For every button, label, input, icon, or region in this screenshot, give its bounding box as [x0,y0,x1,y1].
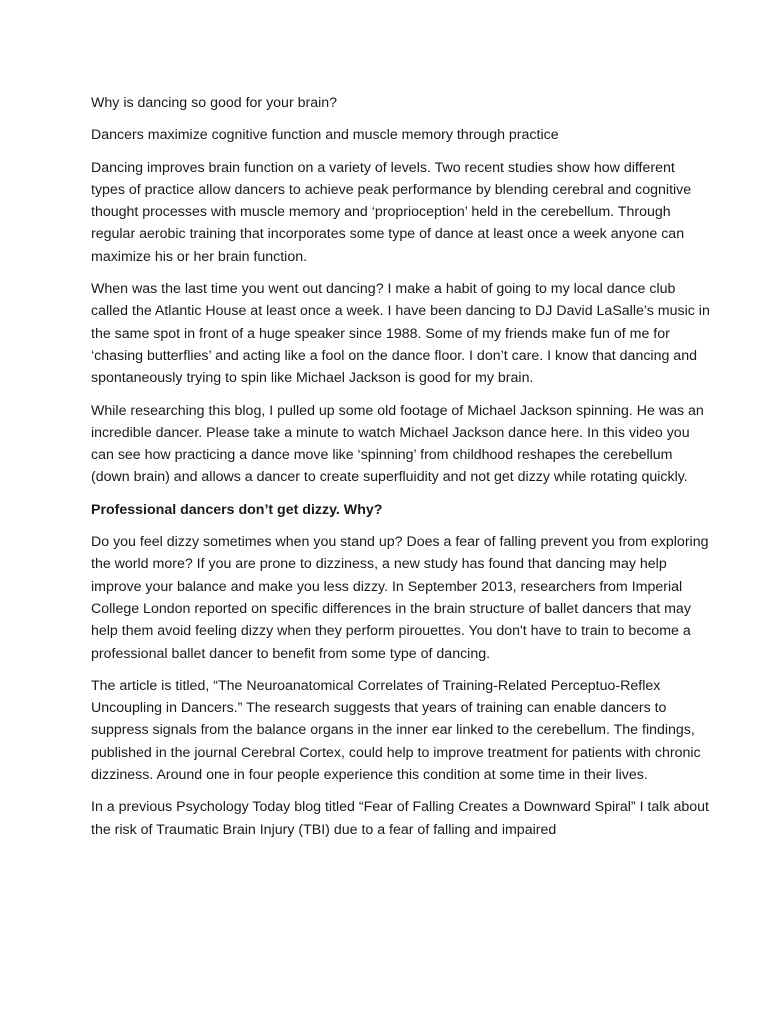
paragraph: When was the last time you went out dancing? I make a habit of going to my local dance club called the Atlantic House at least once a week. I have been dancing to DJ David LaSalle’s music in the same spot in front of a huge speaker since 1988. Some of my friends make fun of me for ‘chasing butterflies’ and acting like a fool on the dance floor. I don’t care. I know that dancing and spontaneously trying to spin like Michael Jackson is good for my brain. [91,281,710,387]
paragraph: Do you feel dizzy sometimes when you stand up? Does a fear of falling prevent you from exploring the world more? If you are prone to dizziness, a new study has found that dancing may help improve your balance and make you less dizzy. In September 2013, researchers from Imperial College London reported on specific differences in the brain structure of ballet dancers that may help them avoid feeling dizzy when they perform pirouettes. You don't have to train to become a professional ballet dancer to benefit from some type of dancing. [91,534,709,662]
paragraph: Dancing improves brain function on a variety of levels. Two recent studies show how different types of practice allow dancers to achieve peak performance by blending cerebral and cognitive thought processes with muscle memory and ‘proprioception’ held in the cerebellum. Through regular aerobic training that incorporates some type of dance at least once a week anyone can maximize his or her brain function. [91,159,692,265]
document-body [91,92,711,851]
paragraph-title: Why is dancing so good for your brain? [91,95,338,111]
paragraph: The article is titled, “The Neuroanatomical Correlates of Training-Related Perceptuo-Reflex Uncoupling in Dancers.” The research suggests that years of training can enable dancers to suppress signals from the balance organs in the inner ear linked to the cerebellum. The findings, published in the journal Cerebral Cortex, could help to improve treatment for patients with chronic dizziness. Around one in four people experience this condition at some time in their lives. [91,677,701,784]
paragraph-subtitle: Dancers maximize cognitive function and muscle memory through practice [91,127,559,144]
paragraph: While researching this blog, I pulled up some old footage of Michael Jackson spinning. He was an incredible dancer. Please take a minute to watch Michael Jackson dance here. In this video you can see how practicing a dance move like ‘spinning’ from childhood reshapes the cerebellum (down brain) and allows a dancer to create superfluidity and not get dizzy while rotating quickly. [91,402,704,486]
paragraph: In a previous Psychology Today blog titled “Fear of Falling Creates a Downward Spiral” I talk about the risk of Traumatic Brain Injury (TBI) due to a fear of falling and impaired [91,799,709,838]
section-heading: Professional dancers don’t get dizzy. Why? [91,501,383,518]
